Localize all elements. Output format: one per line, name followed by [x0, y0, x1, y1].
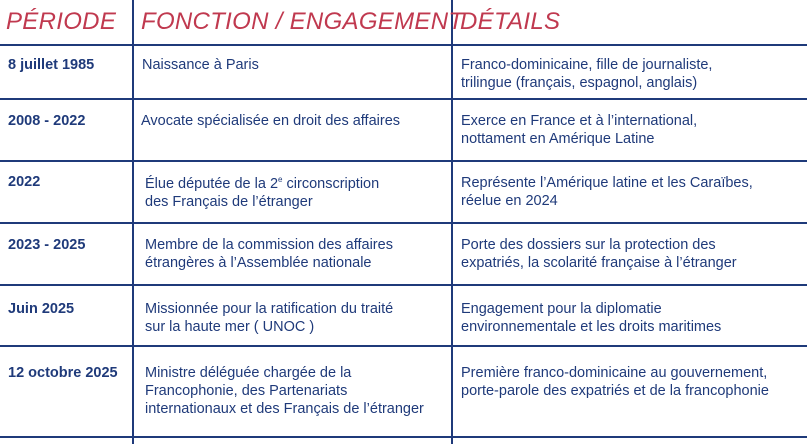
row-4-fonction: Membre de la commission des affaires étrangères à l’Assemblée nationale	[145, 237, 393, 271]
row-2-periode: 2008 - 2022	[8, 113, 86, 129]
row-2-fonction: Avocate spécialisée en droit des affaires	[141, 113, 401, 129]
row-3-fonction: Élue députée de la 2e circonscription des Français de l’étranger	[145, 175, 380, 210]
row-4-periode: 2023 - 2025	[8, 237, 86, 253]
row-divider	[0, 44, 807, 46]
row-divider	[0, 98, 807, 100]
header-periode: PÉRIODE	[6, 8, 117, 35]
row-6-periode: 12 octobre 2025	[8, 365, 118, 381]
row-1-details: Franco-dominicaine, fille de journaliste, trilingue (français, espagnol, anglais)	[461, 57, 713, 91]
header-details: DÉTAILS	[460, 8, 561, 35]
row-3-periode: 2022	[8, 174, 41, 190]
row-3-details: Représente l’Amérique latine et les Caraïbes, réelue en 2024	[461, 175, 753, 209]
row-2-details: Exerce en France et à l’international, nottament en Amérique Latine	[461, 113, 698, 147]
row-5-fonction: Missionnée pour la ratification du traité sur la haute mer ( UNOC )	[145, 301, 394, 335]
row-5-periode: Juin 2025	[8, 301, 75, 317]
superscript-e: e	[278, 175, 283, 185]
row-6-details: Première franco-dominicaine au gouvernement, porte-parole des expatriés et de la francophonie	[461, 365, 769, 399]
row-divider	[0, 222, 807, 224]
header-fonction: FONCTION / ENGAGEMENT	[141, 8, 464, 35]
row-5-details: Engagement pour la diplomatie environnementale et les droits maritimes	[461, 301, 722, 335]
row-4-details: Porte des dossiers sur la protection des expatriés, la scolarité française à l’étranger	[461, 237, 737, 271]
row-1-fonction: Naissance à Paris	[142, 57, 259, 73]
row-divider	[0, 160, 807, 162]
row-divider	[0, 284, 807, 286]
row-divider	[0, 345, 807, 347]
row-divider	[0, 436, 807, 438]
row-6-fonction: Ministre déléguée chargée de la Francophonie, des Partenariats internationaux et des Français de l’étranger	[145, 365, 424, 417]
row-1-periode: 8 juillet 1985	[8, 57, 95, 73]
